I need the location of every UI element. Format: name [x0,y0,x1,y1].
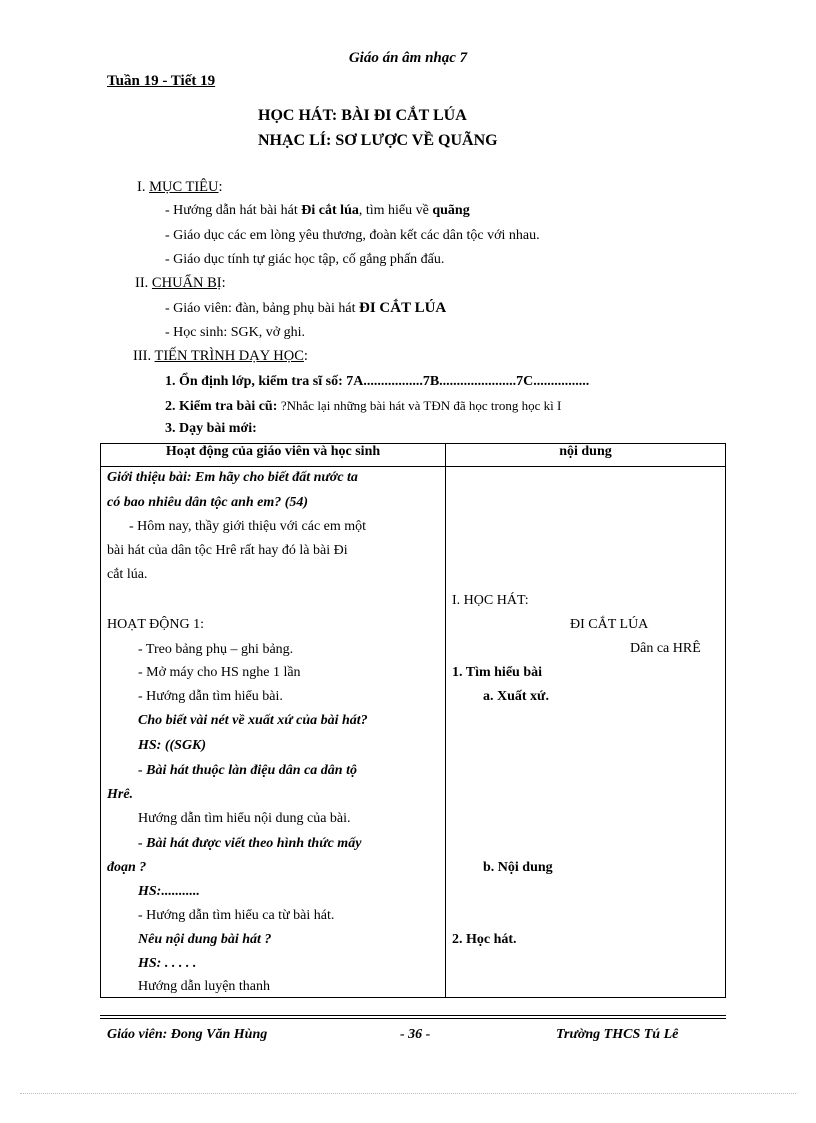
activity-step: - Treo bảng phụ – ghi bảng. [138,642,294,657]
origin-question: Cho biết vài nét về xuất xứ của bài hát? [138,713,368,728]
preparation-number: II. [135,275,149,291]
activity-step: Hướng dẫn tìm hiểu nội dung của bài. [138,811,351,826]
content-subitem: b. Nội dung [483,860,553,875]
student-answer: HS: ((SGK) [138,738,207,753]
process-heading-text: TIẾN TRÌNH DẠY HỌC [154,348,304,364]
week-lesson-label: Tuần 19 - Tiết 19 [107,73,216,89]
content-section-heading: I. HỌC HÁT: [452,593,529,608]
objective-item: - Giáo dục tính tự giác học tập, cố gắng phấn đấu. [165,252,445,267]
student-answer: HS:........... [138,884,200,899]
preparation-song-name: ĐI CẮT LÚA [359,300,447,316]
lesson-activity-table [100,443,726,998]
process-heading-colon: : [303,348,308,364]
activity-step: - Hướng dẫn tìm hiểu ca từ bài hát. [138,908,335,923]
footer-page-number: - 36 - [400,1027,431,1042]
objective-item: - Giáo dục các em lòng yêu thương, đoàn kết các dân tộc với nhau. [165,228,540,243]
lesson-title-theory: NHẠC LÍ: SƠ LƯỢC VỀ QUÃNG [258,132,498,149]
objective-item [165,203,470,219]
form-question-line: đoạn ? [107,860,147,875]
intro-text-line: - Hôm nay, thầy giới thiệu với các em một [129,519,367,534]
activity-step: - Hướng dẫn tìm hiểu bài. [138,689,283,704]
footer-teacher: Giáo viên: Đong Văn Hùng [107,1027,268,1042]
content-song-origin: Dân ca HRÊ [630,641,701,656]
activities-cell [101,467,446,998]
content-item: 1. Tìm hiểu bài [452,665,542,680]
preparation-teacher [165,300,446,317]
activity-step: - Mở máy cho HS nghe 1 lần [138,665,301,680]
objectives-heading-text: MỤC TIÊU [149,179,219,195]
process-step-review [165,398,561,415]
process-step-review-question: ?Nhắc lại những bài hát và TĐN đã học trong học kì I [280,398,562,413]
table-header-activities: Hoạt động của giáo viên và học sinh [101,444,446,467]
preparation-teacher-text: - Giáo viên: đàn, bảng phụ bài hát [165,301,360,316]
content-question: Nêu nội dung bài hát ? [138,932,272,947]
process-step-new-lesson: 3. Dạy bài mới: [165,421,257,436]
intro-text-line: cắt lúa. [107,567,148,582]
intro-text-line: bài hát của dân tộc Hrê rất hay đó là bài Đi [107,543,348,558]
footer-divider [100,1015,726,1016]
preparation-heading-colon: : [221,275,226,291]
intro-question-line: có bao nhiêu dân tộc anh em? (54) [107,495,309,510]
form-question-line: - Bài hát được viết theo hình thức mấy [138,836,362,851]
table-row [101,467,726,998]
lesson-title-song: HỌC HÁT: BÀI ĐI CẮT LÚA [258,107,467,124]
page-header-title: Giáo án âm nhạc 7 [348,50,468,66]
content-song-title: ĐI CẮT LÚA [570,617,649,632]
activity-1-heading: HOẠT ĐỘNG 1: [107,617,204,632]
table-header-row [101,444,726,467]
objective-song-name: Đi cắt lúa [301,203,359,218]
content-item: 2. Học hát. [452,932,517,947]
intro-question-line: Giới thiệu bài: Em hãy cho biết đất nước ta [107,470,358,485]
preparation-heading-text: CHUẨN BỊ [151,275,222,291]
page-bottom-border [20,1093,796,1094]
footer-school: Trường THCS Tú Lê [556,1027,679,1042]
process-step-attendance: 1. Ổn định lớp, kiểm tra sĩ số: 7A.................7B......................7C................ [165,374,590,389]
origin-answer-line: Hrê. [107,787,134,802]
objective-item-pre: - Hướng dẫn hát bài hát [165,203,302,218]
content-subitem: a. Xuất xứ. [483,689,549,704]
footer-divider [100,1018,726,1019]
origin-answer-line: - Bài hát thuộc làn điệu dân ca dân tộ [138,763,357,778]
table-header-content: nội dung [446,444,726,467]
objectives-number: I. [137,179,146,195]
process-number: III. [133,348,152,364]
process-heading [133,348,308,365]
objective-theory-name: quãng [432,203,470,218]
student-answer: HS: . . . . . [138,956,197,971]
objective-item-mid: , tìm hiểu về [358,203,433,218]
process-step-review-label: 2. Kiểm tra bài cũ: [165,399,281,414]
objectives-heading-colon: : [218,179,223,195]
objectives-heading [137,179,223,196]
content-cell [446,467,726,998]
preparation-heading [135,275,226,292]
preparation-student: - Học sinh: SGK, vở ghi. [165,325,306,340]
activity-step: Hướng dẫn luyện thanh [138,979,271,994]
